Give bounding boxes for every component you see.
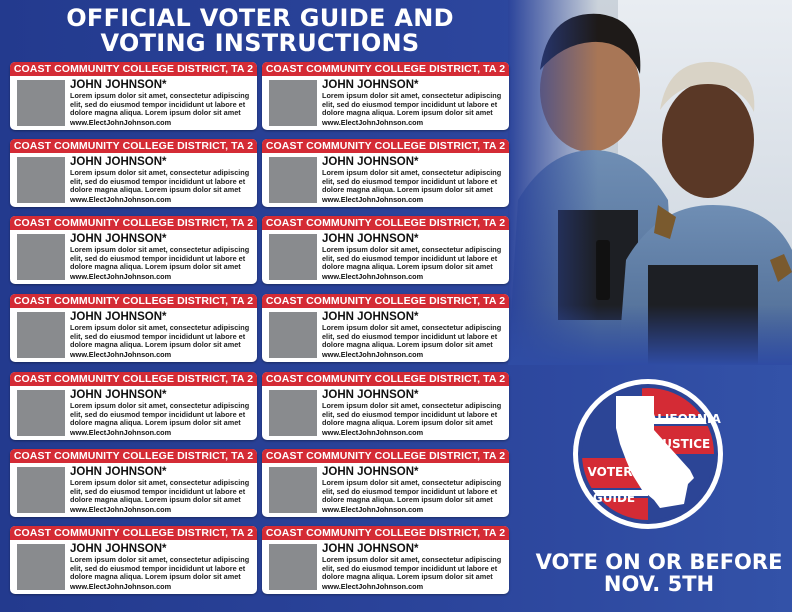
candidate-description: Lorem ipsum dolor sit amet, consectetur adipiscing elit, sed do eiusmod tempor incididunt ut labore et dolore magna aliqua. Lorem ipsum dolor sit amet bbox=[322, 555, 502, 582]
title-line-2: VOTING INSTRUCTIONS bbox=[100, 29, 420, 57]
candidate-card bbox=[262, 62, 509, 130]
candidate-name: JOHN JOHNSON* bbox=[70, 311, 167, 323]
candidate-name: JOHN JOHNSON* bbox=[70, 543, 167, 555]
candidate-photo-placeholder bbox=[269, 80, 317, 126]
candidate-photo-placeholder bbox=[17, 157, 65, 203]
seal-text-justice: JUSTICE bbox=[657, 437, 711, 451]
candidate-photo-placeholder bbox=[269, 157, 317, 203]
candidate-name: JOHN JOHNSON* bbox=[322, 311, 419, 323]
candidate-name: JOHN JOHNSON* bbox=[322, 543, 419, 555]
card-heading: COAST COMMUNITY COLLEGE DISTRICT, TA 2 bbox=[10, 449, 257, 463]
candidate-description: Lorem ipsum dolor sit amet, consectetur adipiscing elit, sed do eiusmod tempor incididunt ut labore et dolore magna aliqua. Lorem ipsum dolor sit amet bbox=[322, 245, 502, 272]
page-title bbox=[0, 6, 520, 56]
candidate-name: JOHN JOHNSON* bbox=[322, 466, 419, 478]
candidate-website: www.ElectJohnJohnson.com bbox=[70, 505, 172, 514]
candidate-card bbox=[262, 216, 509, 284]
candidate-name: JOHN JOHNSON* bbox=[70, 233, 167, 245]
candidate-name: JOHN JOHNSON* bbox=[70, 156, 167, 168]
candidate-card bbox=[262, 449, 509, 517]
candidate-description: Lorem ipsum dolor sit amet, consectetur adipiscing elit, sed do eiusmod tempor incididunt ut labore et dolore magna aliqua. Lorem ipsum dolor sit amet bbox=[70, 478, 250, 505]
candidate-website: www.ElectJohnJohnson.com bbox=[322, 272, 424, 281]
candidate-card bbox=[262, 294, 509, 362]
candidate-card bbox=[10, 526, 257, 594]
card-heading: COAST COMMUNITY COLLEGE DISTRICT, TA 2 bbox=[10, 139, 257, 153]
seal-text-california: CALIFORNIA bbox=[639, 412, 721, 426]
candidate-photo-placeholder bbox=[269, 390, 317, 436]
candidate-website: www.ElectJohnJohnson.com bbox=[70, 582, 172, 591]
candidate-description: Lorem ipsum dolor sit amet, consectetur adipiscing elit, sed do eiusmod tempor incididunt ut labore et dolore magna aliqua. Lorem ipsum dolor sit amet bbox=[322, 401, 502, 428]
candidate-name: JOHN JOHNSON* bbox=[322, 79, 419, 91]
candidate-description: Lorem ipsum dolor sit amet, consectetur adipiscing elit, sed do eiusmod tempor incididunt ut labore et dolore magna aliqua. Lorem ipsum dolor sit amet bbox=[70, 168, 250, 195]
candidate-card bbox=[10, 294, 257, 362]
voter-guide-seal bbox=[572, 378, 724, 530]
candidate-name: JOHN JOHNSON* bbox=[70, 389, 167, 401]
candidate-name: JOHN JOHNSON* bbox=[70, 466, 167, 478]
candidate-website: www.ElectJohnJohnson.com bbox=[322, 505, 424, 514]
candidate-photo-placeholder bbox=[17, 312, 65, 358]
card-heading: COAST COMMUNITY COLLEGE DISTRICT, TA 2 bbox=[10, 62, 257, 76]
candidate-card bbox=[262, 526, 509, 594]
card-heading: COAST COMMUNITY COLLEGE DISTRICT, TA 2 bbox=[262, 216, 509, 230]
card-heading: COAST COMMUNITY COLLEGE DISTRICT, TA 2 bbox=[262, 294, 509, 308]
card-heading: COAST COMMUNITY COLLEGE DISTRICT, TA 2 bbox=[262, 62, 509, 76]
candidate-card bbox=[10, 372, 257, 440]
card-heading: COAST COMMUNITY COLLEGE DISTRICT, TA 2 bbox=[10, 294, 257, 308]
candidate-photo-placeholder bbox=[17, 544, 65, 590]
candidate-description: Lorem ipsum dolor sit amet, consectetur adipiscing elit, sed do eiusmod tempor incididunt ut labore et dolore magna aliqua. Lorem ipsum dolor sit amet bbox=[70, 91, 250, 118]
candidate-description: Lorem ipsum dolor sit amet, consectetur adipiscing elit, sed do eiusmod tempor incididunt ut labore et dolore magna aliqua. Lorem ipsum dolor sit amet bbox=[322, 168, 502, 195]
candidate-name: JOHN JOHNSON* bbox=[322, 156, 419, 168]
candidate-website: www.ElectJohnJohnson.com bbox=[322, 428, 424, 437]
candidate-photo-placeholder bbox=[269, 234, 317, 280]
candidate-website: www.ElectJohnJohnson.com bbox=[70, 118, 172, 127]
candidate-name: JOHN JOHNSON* bbox=[70, 79, 167, 91]
candidate-name: JOHN JOHNSON* bbox=[322, 389, 419, 401]
candidate-photo-placeholder bbox=[17, 467, 65, 513]
candidate-description: Lorem ipsum dolor sit amet, consectetur adipiscing elit, sed do eiusmod tempor incididunt ut labore et dolore magna aliqua. Lorem ipsum dolor sit amet bbox=[70, 245, 250, 272]
candidate-card bbox=[10, 62, 257, 130]
card-heading: COAST COMMUNITY COLLEGE DISTRICT, TA 2 bbox=[10, 372, 257, 386]
candidate-website: www.ElectJohnJohnson.com bbox=[70, 272, 172, 281]
candidate-website: www.ElectJohnJohnson.com bbox=[322, 582, 424, 591]
vote-deadline bbox=[526, 551, 792, 595]
candidate-photo-placeholder bbox=[17, 234, 65, 280]
vote-line-1: VOTE ON OR BEFORE bbox=[535, 550, 783, 574]
candidate-photo-placeholder bbox=[269, 312, 317, 358]
candidate-card bbox=[262, 372, 509, 440]
candidate-description: Lorem ipsum dolor sit amet, consectetur adipiscing elit, sed do eiusmod tempor incididunt ut labore et dolore magna aliqua. Lorem ipsum dolor sit amet bbox=[322, 91, 502, 118]
candidate-photo-placeholder bbox=[269, 544, 317, 590]
card-heading: COAST COMMUNITY COLLEGE DISTRICT, TA 2 bbox=[262, 526, 509, 540]
candidate-website: www.ElectJohnJohnson.com bbox=[70, 350, 172, 359]
candidate-website: www.ElectJohnJohnson.com bbox=[70, 428, 172, 437]
card-heading: COAST COMMUNITY COLLEGE DISTRICT, TA 2 bbox=[262, 449, 509, 463]
candidate-card bbox=[262, 139, 509, 207]
candidate-website: www.ElectJohnJohnson.com bbox=[322, 118, 424, 127]
candidate-photo-placeholder bbox=[17, 80, 65, 126]
candidate-description: Lorem ipsum dolor sit amet, consectetur adipiscing elit, sed do eiusmod tempor incididunt ut labore et dolore magna aliqua. Lorem ipsum dolor sit amet bbox=[70, 555, 250, 582]
card-heading: COAST COMMUNITY COLLEGE DISTRICT, TA 2 bbox=[262, 372, 509, 386]
card-heading: COAST COMMUNITY COLLEGE DISTRICT, TA 2 bbox=[262, 139, 509, 153]
candidate-website: www.ElectJohnJohnson.com bbox=[70, 195, 172, 204]
candidate-website: www.ElectJohnJohnson.com bbox=[322, 195, 424, 204]
candidate-description: Lorem ipsum dolor sit amet, consectetur adipiscing elit, sed do eiusmod tempor incididunt ut labore et dolore magna aliqua. Lorem ipsum dolor sit amet bbox=[322, 478, 502, 505]
candidate-card bbox=[10, 216, 257, 284]
officers-photo bbox=[508, 0, 792, 365]
vote-line-2: NOV. 5TH bbox=[603, 572, 715, 596]
card-heading: COAST COMMUNITY COLLEGE DISTRICT, TA 2 bbox=[10, 526, 257, 540]
candidate-website: www.ElectJohnJohnson.com bbox=[322, 350, 424, 359]
candidate-card bbox=[10, 139, 257, 207]
candidate-photo-placeholder bbox=[17, 390, 65, 436]
candidate-description: Lorem ipsum dolor sit amet, consectetur adipiscing elit, sed do eiusmod tempor incididunt ut labore et dolore magna aliqua. Lorem ipsum dolor sit amet bbox=[322, 323, 502, 350]
candidate-photo-placeholder bbox=[269, 467, 317, 513]
card-heading: COAST COMMUNITY COLLEGE DISTRICT, TA 2 bbox=[10, 216, 257, 230]
candidate-description: Lorem ipsum dolor sit amet, consectetur adipiscing elit, sed do eiusmod tempor incididunt ut labore et dolore magna aliqua. Lorem ipsum dolor sit amet bbox=[70, 401, 250, 428]
seal-text-voter: VOTER bbox=[587, 465, 633, 479]
candidate-description: Lorem ipsum dolor sit amet, consectetur adipiscing elit, sed do eiusmod tempor incididunt ut labore et dolore magna aliqua. Lorem ipsum dolor sit amet bbox=[70, 323, 250, 350]
candidate-name: JOHN JOHNSON* bbox=[322, 233, 419, 245]
candidate-card bbox=[10, 449, 257, 517]
seal-text-guide: GUIDE bbox=[592, 491, 636, 505]
title-line-1: OFFICIAL VOTER GUIDE AND bbox=[66, 4, 454, 32]
